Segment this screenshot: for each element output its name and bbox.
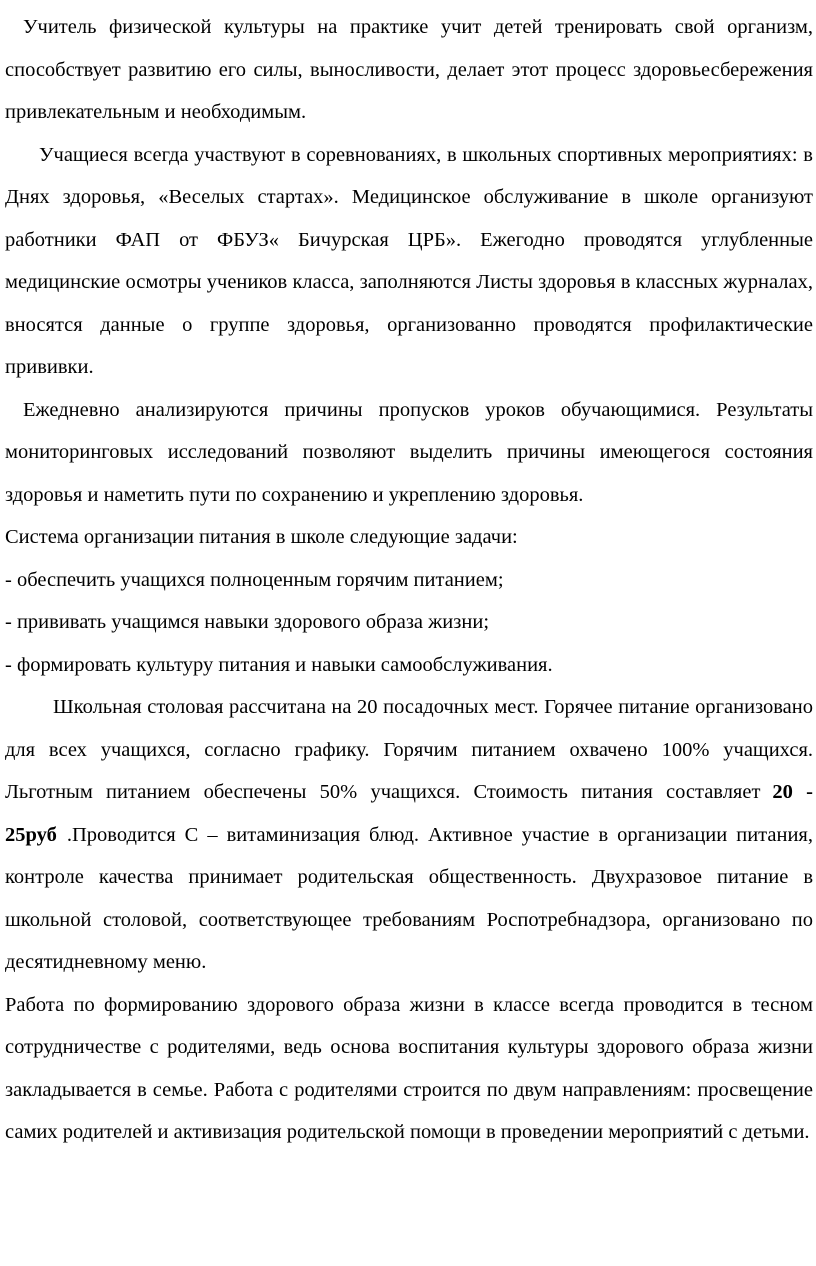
paragraph-school-canteen	[5, 686, 813, 984]
list-item-task-1: - обеспечить учащихся полноценным горячим питанием;	[5, 568, 504, 591]
paragraph-absence-analysis: Ежедневно анализируются причины пропусков уроков обучающимися. Результаты мониторинговых исследований позволяют выделить причины имеющегося состояния здоровья и наметить пути по сохранению и укреплению здоровья.	[5, 398, 813, 506]
paragraph-competitions-medical: Учащиеся всегда участвуют в соревнованиях, в школьных спортивных мероприятиях: в Днях здоровья, «Веселых стартах». Медицинское обслуживание в школе организуют работники ФАП от ФБУЗ« Бичурская ЦРБ». Ежегодно проводятся углубленные медицинские осмотры учеников класса, заполняются Листы здоровья в классных журналах, вносятся данные о группе здоровья, организованно проводятся профилактические прививки.	[5, 143, 813, 378]
list-item-task-3: - формировать культуру питания и навыки самообслуживания.	[5, 653, 553, 676]
paragraph-nutrition-tasks-heading: Система организации питания в школе следующие задачи:	[5, 526, 518, 548]
paragraph-physical-education: Учитель физической культуры на практике учит детей тренировать свой организм, способствует развитию его силы, выносливости, делает этот процесс здоровьесбережения привлекательным и необходимым.	[5, 16, 813, 123]
paragraph-parent-cooperation: Работа по формированию здорового образа жизни в классе всегда проводится в тесном сотрудничестве с родителями, ведь основа воспитания культуры здорового образа жизни закладывается в семье. Работа с родителями строится по двум направлениям: просвещение самих родителей и активизация родительской помощи в проведении мероприятий с детьми.	[5, 993, 813, 1143]
canteen-text-after-price: .Проводится С – витаминизация блюд. Активное участие в организации питания, контроле качества принимает родительская общественность. Двухразовое питание в школьной столовой, соответствующее требованиям Роспотребнадзора, организовано по десятидневному меню.	[5, 823, 813, 973]
list-item-task-2: - прививать учащимся навыки здорового образа жизни;	[5, 611, 490, 633]
meal-price: 20 - 25руб	[5, 781, 813, 846]
canteen-text-before-price: Школьная столовая рассчитана на 20 посадочных мест. Горячее питание организовано для всех учащихся, согласно графику. Горячим питанием охвачено 100% учащихся. Льготным питанием обеспечены 50% учащихся. Стоимость питания составляет	[5, 696, 813, 803]
